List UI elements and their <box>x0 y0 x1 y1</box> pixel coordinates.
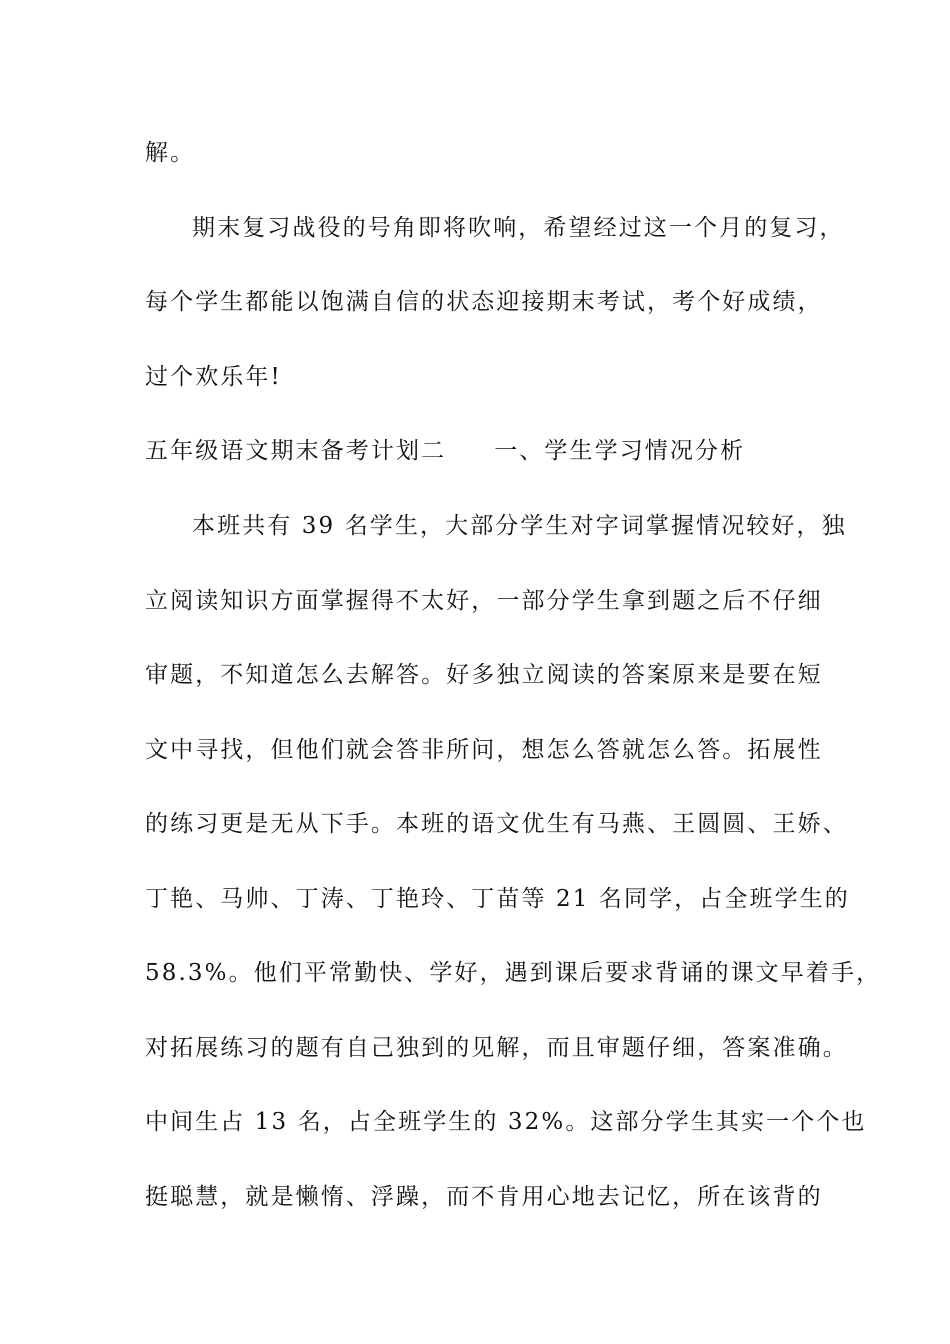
section-heading: 一、学生学习情况分析 <box>494 438 746 464</box>
paragraph-line: 过个欢乐年! <box>145 364 282 390</box>
paragraph-line: 每个学生都能以饱满自信的状态迎接期末考试，考个好成绩， <box>145 289 823 315</box>
paragraph-line: 本班共有 39 名学生，大部分学生对字词掌握情况较好，独 <box>192 513 847 539</box>
paragraph-line: 立阅读知识方面掌握得不太好，一部分学生拿到题之后不仔细 <box>145 588 823 614</box>
paragraph-line: 的练习更是无从下手。本班的语文优生有马燕、王圆圆、王娇、 <box>145 811 848 837</box>
paragraph-line: 解。 <box>145 140 196 166</box>
paragraph-line: 中间生占 13 名，占全班学生的 32%。这部分学生其实一个个也 <box>145 1109 867 1135</box>
paragraph-line: 对拓展练习的题有自己独到的见解，而且审题仔细，答案准确。 <box>145 1035 848 1061</box>
document-title: 五年级语文期末备考计划二 <box>145 438 447 464</box>
paragraph-line: 期末复习战役的号角即将吹响，希望经过这一个月的复习， <box>192 215 845 241</box>
paragraph-line: 审题，不知道怎么去解答。好多独立阅读的答案原来是要在短 <box>145 662 823 688</box>
paragraph-line: 挺聪慧，就是懒惰、浮躁，而不肯用心地去记忆，所在该背的 <box>145 1184 823 1210</box>
section-heading-line <box>145 436 745 466</box>
paragraph-line: 丁艳、马帅、丁涛、丁艳玲、丁苗等 21 名同学，占全班学生的 <box>145 886 850 912</box>
paragraph-line: 58.3%。他们平常勤快、学好，遇到课后要求背诵的课文早着手， <box>145 960 882 986</box>
paragraph-line: 文中寻找，但他们就会答非所问，想怎么答就怎么答。拓展性 <box>145 737 823 763</box>
